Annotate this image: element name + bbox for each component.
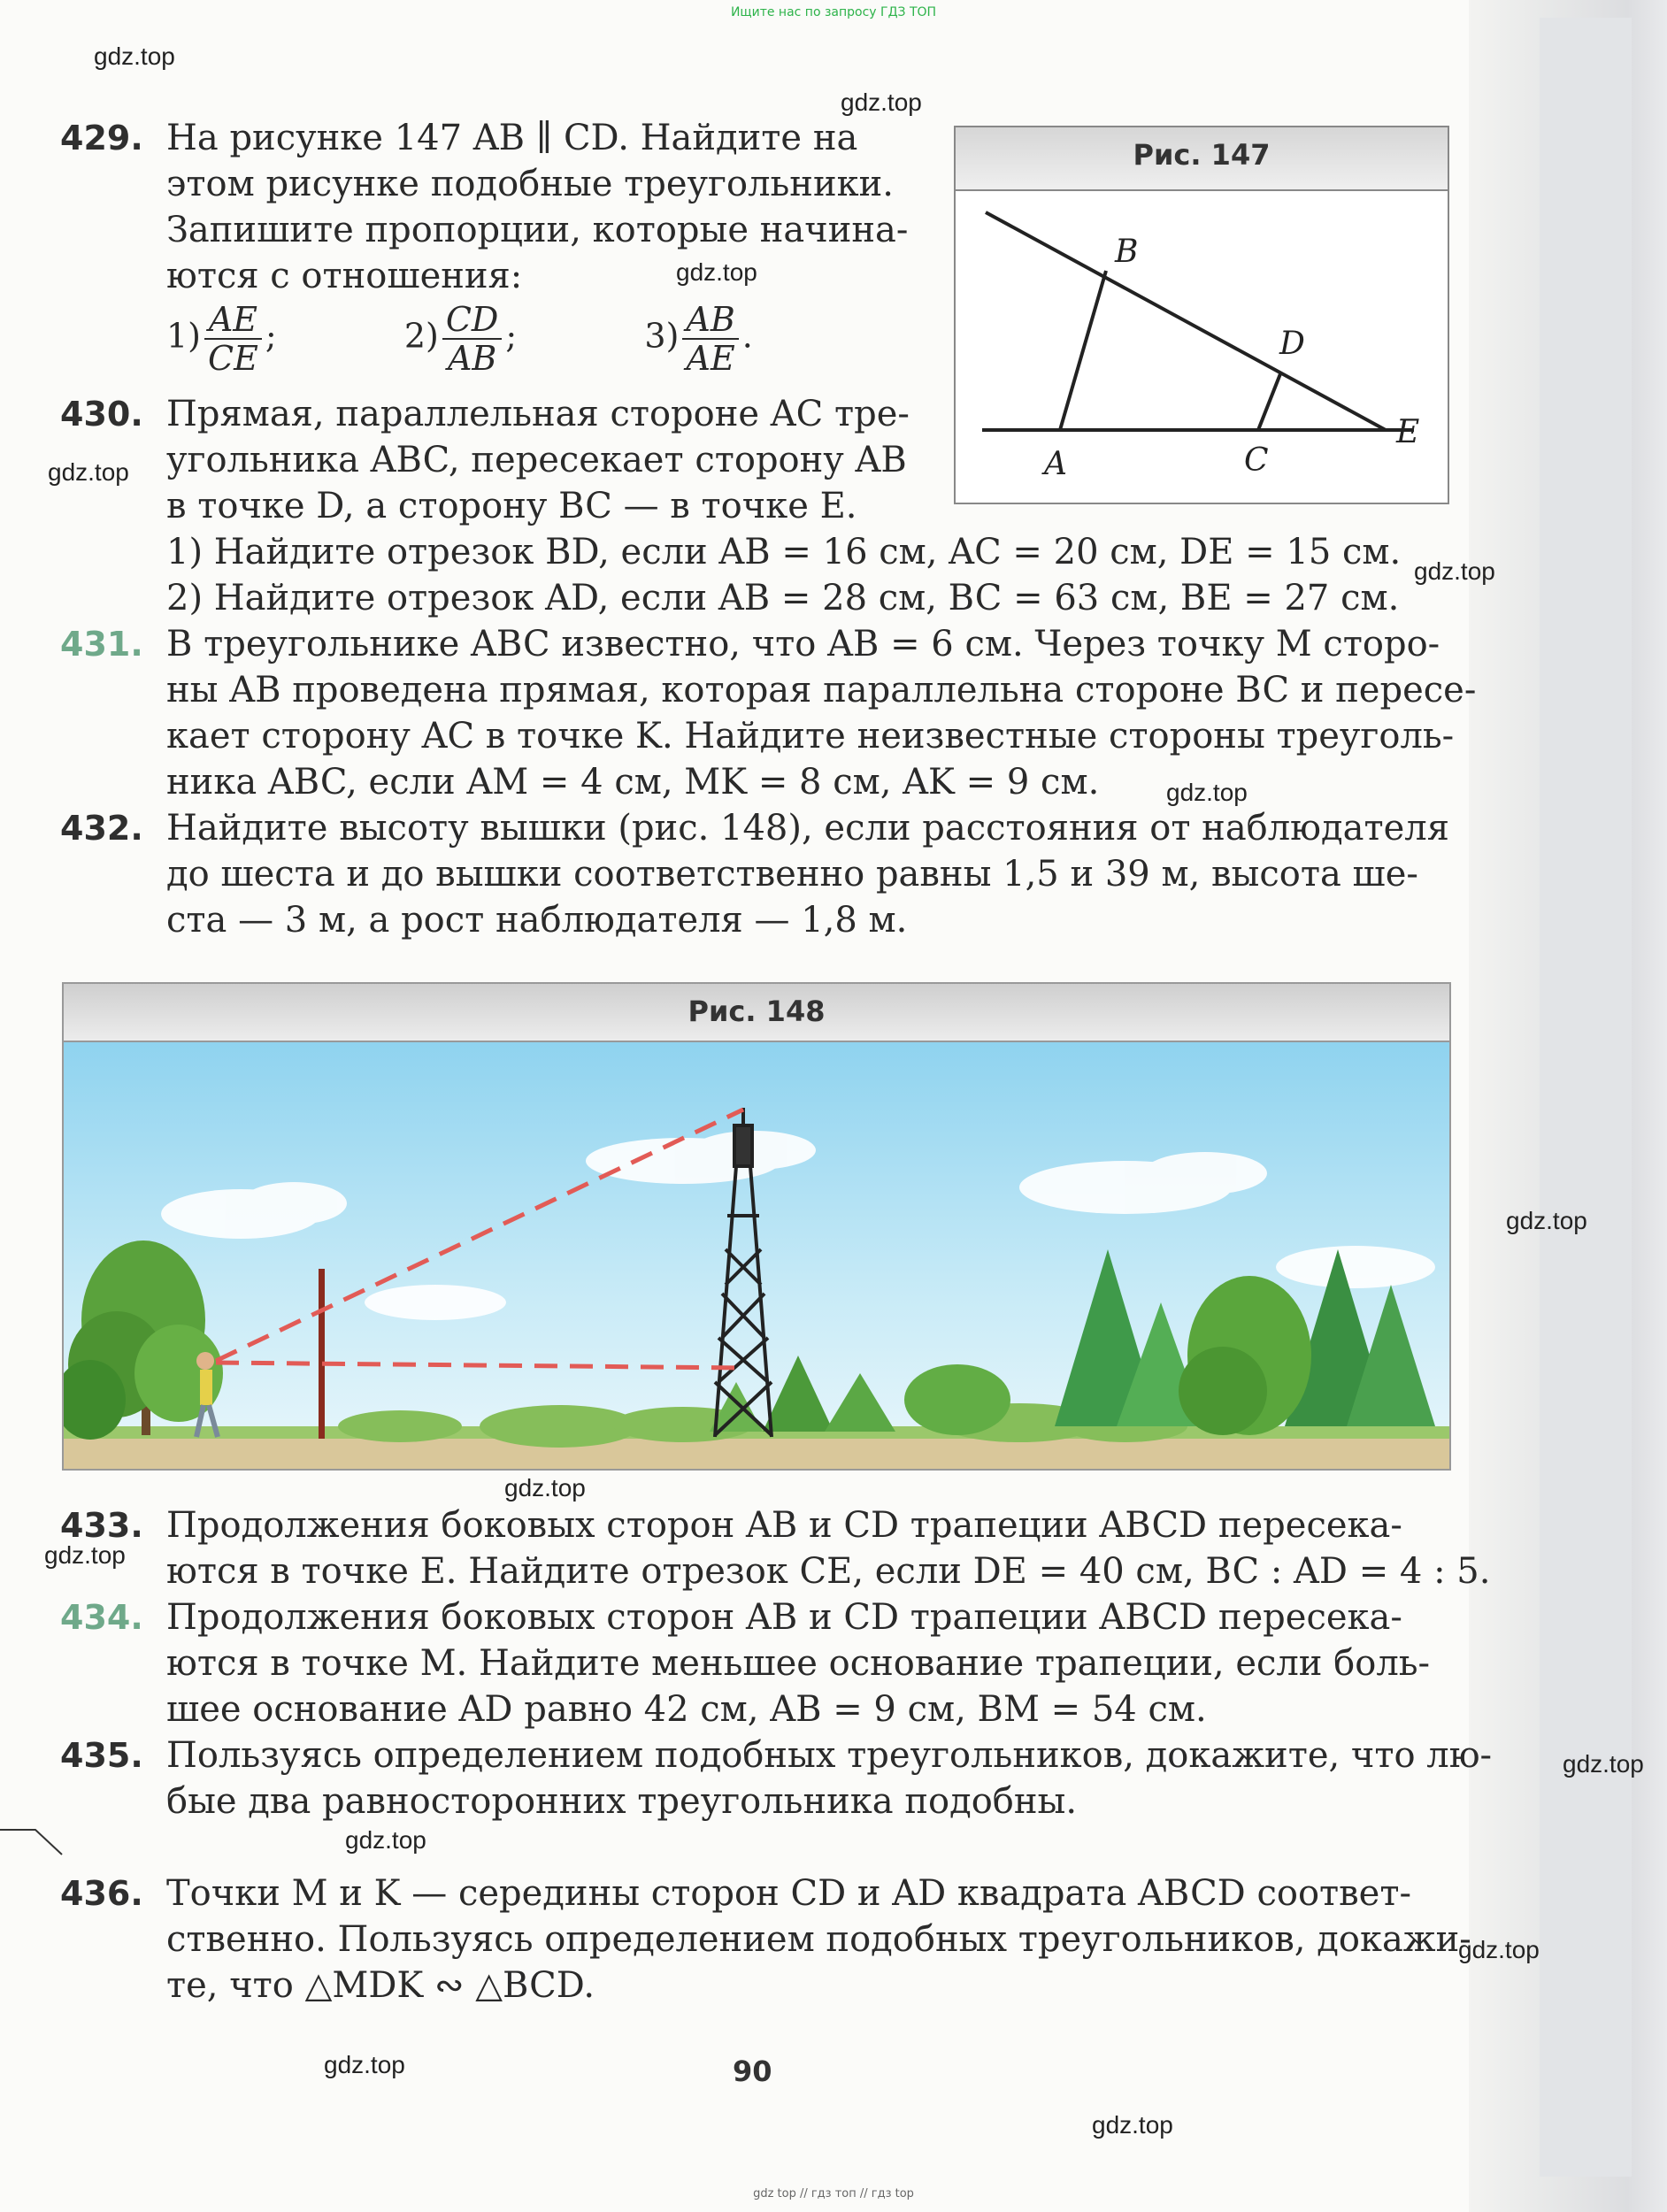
option-label: 2) (403, 316, 439, 356)
page-number: 90 (733, 2055, 772, 2088)
figure-147-drawing (956, 127, 1448, 503)
problem-430-line: Прямая, параллельная стороне AC тре- (166, 394, 910, 434)
watermark: gdz.top (324, 2051, 405, 2078)
fraction-denominator: AE (686, 339, 735, 378)
option-label: 1) (166, 316, 202, 356)
fraction-denominator: CE (208, 339, 258, 378)
problem-434-line: Продолжения боковых сторон AB и CD трапеции ABCD пересека- (166, 1597, 1402, 1638)
figure-148 (62, 982, 1451, 1471)
margin-mark (0, 1823, 71, 1858)
fraction-denominator: AB (447, 339, 497, 378)
problem-number-430: 430. (60, 395, 143, 434)
problem-number-432: 432. (60, 809, 143, 848)
fraction (442, 301, 503, 377)
segment-CD (1258, 372, 1281, 430)
problem-431-line: кает сторону AC в точке K. Найдите неизвестные стороны треуголь- (166, 716, 1455, 757)
top-banner[interactable]: Ищите нас по запросу ГДЗ ТОП (730, 5, 937, 19)
option-label: 3) (644, 316, 680, 356)
problem-429-options (166, 301, 753, 377)
problem-430-line: угольника ABC, пересекает сторону AB (166, 440, 907, 480)
label-D: D (1279, 326, 1305, 362)
problem-430-line: в точке D, а сторону BC — в точке E. (166, 486, 857, 526)
bottom-banner[interactable]: gdz top // гдз топ // гдз top (753, 2187, 914, 2200)
pole (319, 1269, 325, 1439)
problem-429-line: Запишите пропорции, которые начина- (166, 210, 909, 250)
problem-430-line: 2) Найдите отрезок AD, если AB = 28 см, BC = 63 см, BE = 27 см. (166, 578, 1400, 618)
watermark: gdz.top (44, 1541, 126, 1569)
watermark: gdz.top (1414, 557, 1495, 585)
line-BE (986, 212, 1386, 430)
problem-436-line: те, что △MDK ∾ △BCD. (166, 1965, 595, 2006)
watermark: gdz.top (1166, 779, 1248, 806)
option-separator: ; (505, 316, 518, 356)
watermark: gdz.top (504, 1474, 586, 1502)
problem-434-line: ются в точке M. Найдите меньшее основание трапеции, если боль- (166, 1643, 1431, 1684)
problem-number-435: 435. (60, 1736, 143, 1775)
ground (64, 1435, 1449, 1469)
figure-148-drawing (64, 984, 1449, 1469)
problem-435-line: Пользуясь определением подобных треугольников, докажите, что лю- (166, 1735, 1493, 1776)
problem-432-line: Найдите высоту вышки (рис. 148), если расстояния от наблюдателя (166, 808, 1449, 849)
option-separator: ; (265, 316, 277, 356)
fraction (204, 301, 262, 377)
watermark: gdz.top (48, 458, 129, 486)
problem-433-line: Продолжения боковых сторон AB и CD трапеции ABCD пересека- (166, 1505, 1402, 1546)
label-C: C (1244, 442, 1269, 479)
problem-435-line: бые два равносторонних треугольника подобны. (166, 1781, 1078, 1822)
problem-432-line: до шеста и до вышки соответственно равны 1,5 и 39 м, высота ше- (166, 854, 1418, 895)
problem-431-line: ника ABC, если AM = 4 см, MK = 8 см, AK = 9 см. (166, 762, 1100, 803)
problem-number-433: 433. (60, 1506, 143, 1545)
problem-436-line: Точки M и K — середины сторон CD и AD квадрата ABCD соответ- (166, 1873, 1411, 1914)
fraction-numerator: AE (204, 301, 262, 340)
problem-number-434: 434. (60, 1598, 143, 1637)
problem-432-line: ста — 3 м, а рост наблюдателя — 1,8 м. (166, 900, 908, 941)
problem-436-line: ственно. Пользуясь определением подобных треугольников, докажи- (166, 1919, 1471, 1960)
watermark: gdz.top (841, 88, 922, 116)
problem-number-431: 431. (60, 625, 143, 664)
problem-430-line: 1) Найдите отрезок BD, если AB = 16 см, AC = 20 см, DE = 15 см. (166, 532, 1402, 572)
fraction (682, 301, 738, 377)
watermark: gdz.top (1506, 1207, 1587, 1234)
problem-429-line: этом рисунке подобные треугольники. (166, 164, 894, 204)
problem-431-line: ны AB проведена прямая, которая параллельна стороне BC и пересе- (166, 670, 1477, 710)
problem-429-line: На рисунке 147 AB ∥ CD. Найдите на (166, 118, 858, 158)
label-B: B (1115, 234, 1139, 270)
watermark: gdz.top (676, 258, 757, 286)
problem-431-line: В треугольнике ABC известно, что AB = 6 см. Через точку M сторо- (166, 624, 1440, 664)
segment-AB (1060, 271, 1106, 430)
label-A: A (1044, 446, 1067, 482)
problem-429-line: ются с отношения: (166, 256, 523, 296)
watermark: gdz.top (94, 42, 175, 70)
watermark: gdz.top (1563, 1750, 1644, 1778)
problem-433-line: ются в точке E. Найдите отрезок CE, если DE = 40 см, BC : AD = 4 : 5. (166, 1551, 1491, 1592)
problem-number-436: 436. (60, 1874, 143, 1913)
watermark: gdz.top (1092, 2111, 1173, 2139)
option-separator: . (741, 316, 753, 356)
figure-147-title: Рис. 147 (1133, 138, 1271, 172)
problem-434-line: шее основание AD равно 42 см, AB = 9 см, BM = 54 см. (166, 1689, 1207, 1730)
problem-number-429: 429. (60, 119, 143, 157)
watermark: gdz.top (1458, 1936, 1540, 1963)
next-page-edge (1540, 18, 1632, 2177)
fraction-numerator: CD (442, 301, 503, 340)
watermark: gdz.top (345, 1826, 426, 1854)
figure-148-title: Рис. 148 (688, 995, 826, 1028)
label-E: E (1396, 414, 1420, 450)
figure-147 (954, 126, 1449, 504)
fraction-numerator: AB (682, 301, 738, 340)
